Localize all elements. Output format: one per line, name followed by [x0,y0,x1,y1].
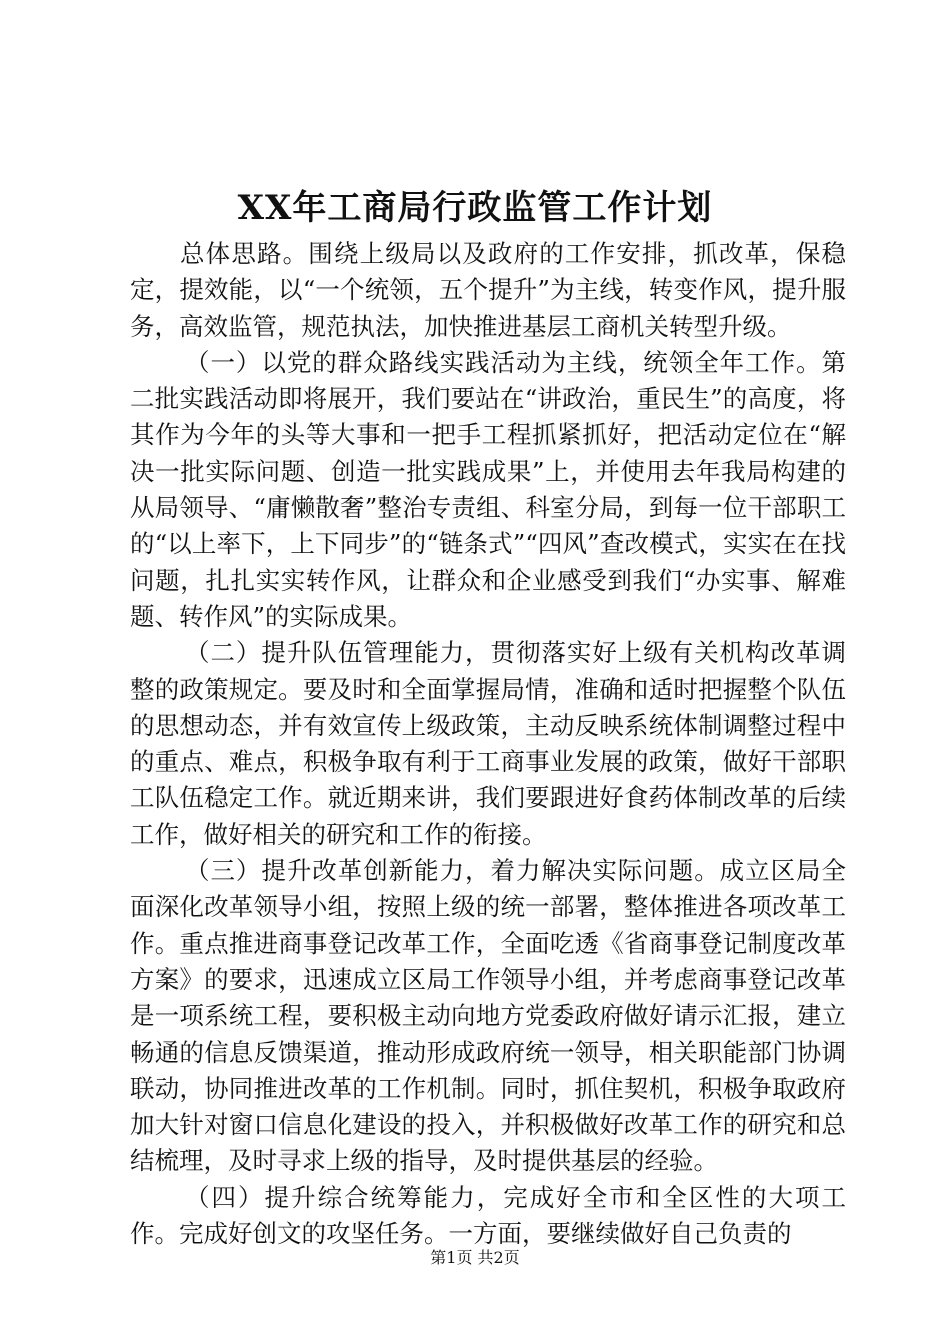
paragraph-section-1: （一）以党的群众路线实践活动为主线，统领全年工作。第二批实践活动即将展开，我们要站在“讲政治，重民生”的高度，将其作为今年的头等大事和一把手工程抓紧抓好，把活动定位在“解决一批实际问题、创造一批实践成果”上，并使用去年我局构建的从局领导、“庸懒散奢”整治专责组、科室分局，到每一位干部职工的“以上率下，上下同步”的“链条式”“四风”查改模式，实实在在找问题，扎扎实实转作风，让群众和企业感受到我们“办实事、解难题、转作风”的实际成果。 [130,347,846,631]
paragraph-overview: 总体思路。围绕上级局以及政府的工作安排，抓改革，保稳定，提效能，以“一个统领，五个提升”为主线，转变作风，提升服务，高效监管，规范执法，加快推进基层工商机关转型升级。 [130,239,846,341]
page-footer: 第1页 共2页 [430,1248,520,1267]
document-title: XX年工商局行政监管工作计划 [237,188,713,228]
paragraph-section-2: （二）提升队伍管理能力，贯彻落实好上级有关机构改革调整的政策规定。要及时和全面掌握局情，准确和适时把握整个队伍的思想动态，并有效宣传上级政策，主动反映系统体制调整过程中的重点、难点，积极争取有利于工商事业发展的政策，做好干部职工队伍稳定工作。就近期来讲，我们要跟进好食药体制改革的后续工作，做好相关的研究和工作的衔接。 [130,638,846,849]
document-body [130,236,846,1252]
paragraph-section-3: （三）提升改革创新能力，着力解决实际问题。成立区局全面深化改革领导小组，按照上级的统一部署，整体推进各项改革工作。重点推进商事登记改革工作，全面吃透《省商事登记制度改革方案》的要求，迅速成立区局工作领导小组，并考虑商事登记改革是一项系统工程，要积极主动向地方党委政府做好请示汇报，建立畅通的信息反馈渠道，推动形成政府统一领导，相关职能部门协调联动，协同推进改革的工作机制。同时，抓住契机，积极争取政府加大针对窗口信息化建设的投入，并积极做好改革工作的研究和总结梳理，及时寻求上级的指导，及时提供基层的经验。 [130,856,846,1176]
paragraph-section-4: （四）提升综合统筹能力，完成好全市和全区性的大项工作。完成好创文的攻坚任务。一方面，要继续做好自己负责的 [130,1182,846,1249]
